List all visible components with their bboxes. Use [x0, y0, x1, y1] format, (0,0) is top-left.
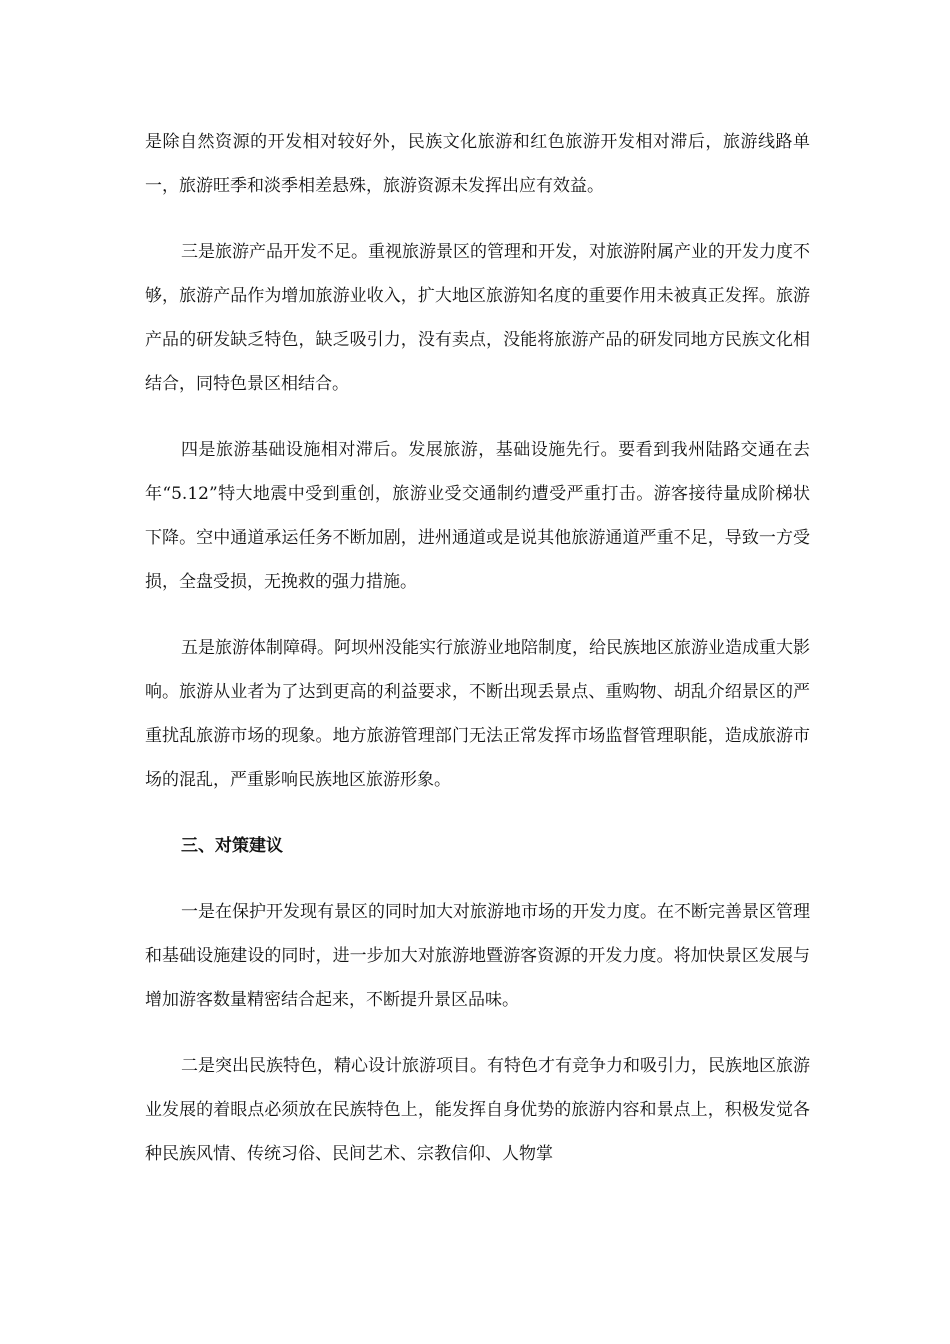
document-body — [145, 120, 810, 1198]
paragraph-market-development: 一是在保护开发现有景区的同时加大对旅游地市场的开发力度。在不断完善景区管理和基础设施建设的同时，进一步加大对旅游地暨游客资源的开发力度。将加快景区发展与增加游客数量精密结合起来，不断提升景区品味。 — [145, 902, 810, 1010]
paragraph-infrastructure: 四是旅游基础设施相对滞后。发展旅游，基础设施先行。要看到我州陆路交通在去年“5.12”特大地震中受到重创，旅游业受交通制约遭受严重打击。游客接待量成阶梯状下降。空中通道承运任务不断加剧，进州通道或是说其他旅游通道严重不足，导致一方受损，全盘受损，无挽救的强力措施。 — [145, 440, 810, 592]
section-heading-countermeasures: 三、对策建议 — [181, 836, 283, 856]
paragraph-institutional-barriers: 五是旅游体制障碍。阿坝州没能实行旅游业地陪制度，给民族地区旅游业造成重大影响。旅游从业者为了达到更高的利益要求，不断出现丢景点、重购物、胡乱介绍景区的严重扰乱旅游市场的现象。地方旅游管理部门无法正常发挥市场监督管理职能，造成旅游市场的混乱，严重影响民族地区旅游形象。 — [145, 638, 810, 790]
paragraph-ethnic-features: 二是突出民族特色，精心设计旅游项目。有特色才有竞争力和吸引力，民族地区旅游业发展的着眼点必须放在民族特色上，能发挥自身优势的旅游内容和景点上，积极发觉各种民族风情、传统习俗、民间艺术、宗教信仰、人物掌 — [145, 1056, 810, 1164]
paragraph-continuation: 是除自然资源的开发相对较好外，民族文化旅游和红色旅游开发相对滞后，旅游线路单一，旅游旺季和淡季相差悬殊，旅游资源未发挥出应有效益。 — [145, 132, 810, 196]
paragraph-product-development: 三是旅游产品开发不足。重视旅游景区的管理和开发，对旅游附属产业的开发力度不够，旅游产品作为增加旅游业收入，扩大地区旅游知名度的重要作用未被真正发挥。旅游产品的研发缺乏特色，缺乏吸引力，没有卖点，没能将旅游产品的研发同地方民族文化相结合，同特色景区相结合。 — [145, 242, 810, 394]
